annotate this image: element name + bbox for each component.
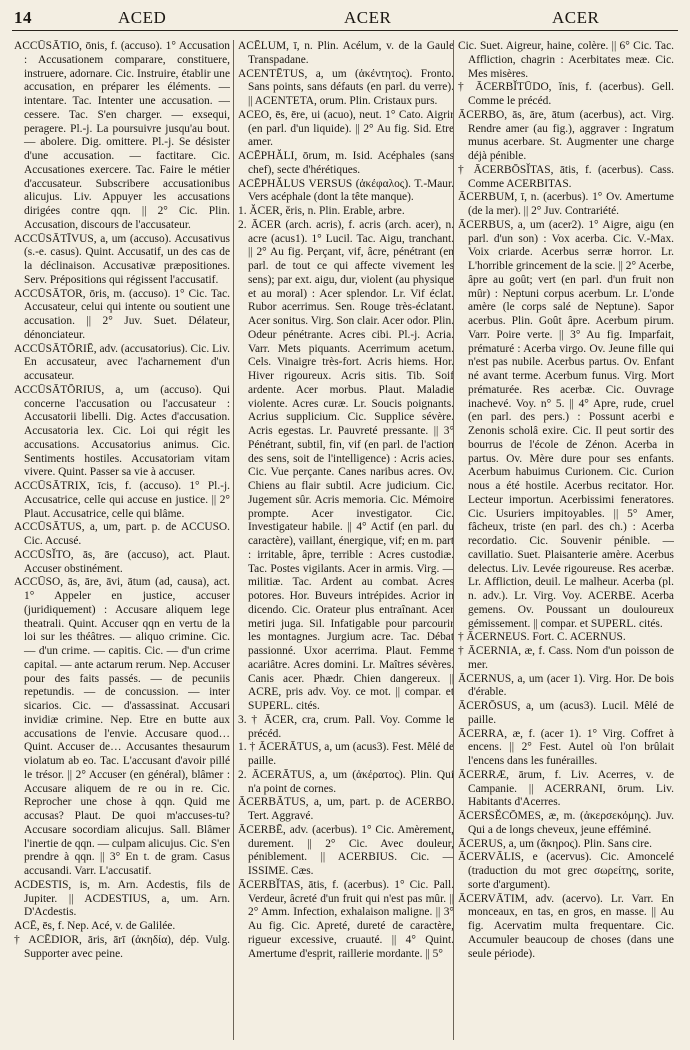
entry: ACCŪSO, ās, āre, āvi, ātum (ad, causa), act. 1° Appeler en justice, accuser (juridiquement) : Accusare aliquem lege theatrali. Quint. Accuser qqn en vertu de la loi sur les théâtres. — aliquo crimine. Cic. — d'un crime. — capitis. Cic. — d'un crime capital. — ante actarum rerum. Nep. Accuser pour des faits passés. — de pecuniis repetundis. — de concussion. — inter sicarios. Cic. — d'assassinat. Accusari invidiæ crimine. Nep. Etre en butte aux accusations de l'envie. Accusare quod… Quint. Accuser de… Accusantes thesaurum violatum ab eo. Tac. L'accusant d'avoir pillé le trésor. || 2° Accuser (en général), blâmer : Accusare aliquem de re ou in re. Cic. Reprocher une chose à qqn. Quid me accusas? Plaut. De quoi m'accuses-tu? Accusare socordiam alicujus. Sall. Blâmer l'inertie de qqn. — culpam alicujus. Cic. S'en prendre à qqn. || 3° En t. de gram. Casus accusandi. Varr. L'accusatif. [14,576,230,877]
entry: ACCŪSĀTŌRIUS, a, um (accuso). Qui concerne l'accusation ou l'accusateur : Accusatorii libelli. Dig. Actes d'accusation. Accusatoria lex. Cic. Loi qui régit les accusations. Accusatorius animus. Cic. Sentiments hostiles. Accusatoriam vitam vivere. Quint. Passer sa vie à accuser. [14,383,230,479]
entry: ACCŪSĬTO, ās, āre (accuso), act. Plaut. Accuser obstinément. [14,548,230,575]
entry: † ĀCERNEUS. Fort. C. ACERNUS. [458,631,626,644]
column-divider [233,40,234,1040]
entry: ĀCERRA, æ, f. (acer 1). 1° Virg. Coffret à encens. || 2° Fest. Autel où l'on brûlait l'encens dans les funérailles. [458,727,674,767]
entry: ACCŪSĀTRIX, īcis, f. (accuso). 1° Pl.-j. Accusatrice, celle qui accuse en justice. || 2° Plaut. Accusatrice, celle qui blâme. [14,480,230,520]
entry: ACĒPHĂLI, ōrum, m. Isid. Acéphales (sans chef), secte d'hérétiques. [238,150,454,176]
entry: ĀCERBĒ, adv. (acerbus). 1° Cic. Amèrement, durement. || 2° Cic. Avec douleur, péniblement. || ACERBIUS. Cic. — ISSIME. Cæs. [238,823,454,877]
entry: † ACĒDIOR, āris, ārī (ἀκηδία), dép. Vulg. Supporter avec peine. [14,933,230,960]
entry: 2. ĀCERĀTUS, a, um (ἀκέρατος). Plin. Qui n'a point de cornes. [238,768,454,795]
entry: ACCŪSĀTUS, a, um, part. p. de ACCUSO. Cic. Accusé. [14,521,230,547]
entry: ACENTĒTUS, a, um (ἀκέντητος). Fronto. Sans points, sans défauts (en parl. du verre). || ACENTETA, orum. Plin. Cristaux purs. [238,67,454,107]
column-divider [453,40,454,1040]
entry: ACCŪSĀTĪVUS, a, um (accuso). Accusativus (s.-e. casus). Quint. Accusatif, un des cas de la déclinaison. Accusativæ præpositiones. Serv. Prépositions qui régissent l'accusatif. [14,232,230,286]
entry: ĀCERUS, a, um (ἄκηρος). Plin. Sans cire. [458,837,652,850]
entry: ACCŪSĀTIO, ōnis, f. (accuso). 1° Accusation : Accusationem comparare, constituere, instruere, adornare. Cic. Instruire, établir une accusation, en préparer les éléments. — intentare. Tac. Intenter une accusation. — cessere. Tac. S'en charger. — exsequi, peragere. Pl.-j. La poursuivre jusqu'au bout. — abolere. Dig. omittere. Pl.-j. Se désister d'une accusation. — factitare. Cic. Accusationes exercere. Tac. Faire le métier d'accusateur. Subscribere accusationibus alicujus. Liv. Appuyer les accusations dirigées contre qqn. || 2° Cic. Plin. Accusation, discours de l'accusateur. [14,40,230,231]
column-2 [238,40,454,1040]
entry: † ĀCERBŌSĬTAS, ātis, f. (acerbus). Cass. Comme ACERBITAS. [458,163,674,190]
entry: 2. ĀCER (arch. acris), f. acris (arch. acer), n. acre (acus1). 1° Lucil. Tac. Aigu, tranchant. || 2° Au fig. Perçant, vif, âcre, pénétrant (en parl. de tout ce qui affecte vivement les sens); par ext. aigu, dur, violent (au physique et au moral) : Acer splendor. Lr. Vif éclat. Rubor acerrimus. Sen. Rouge très-éclatant. Acer sonitus. Virg. Son clair. Acer odor. Plin. Odeur pénétrante. Acres cibi. Pl.-j. Acria. Varr. Mets piquants. Acerrimum acetum. Cels. Vinaigre très-fort. Acris hiems. Hor. Hiver rigoureux. Acris sitis. Tib. Soif ardente. Acer morbus. Plaut. Maladie violente. Acres curæ. Lr. Soucis poignants. Acrius supplicium. Cic. Supplice sévère. Acris egestas. Lr. Pauvreté pressante. || 3° Pénétrant, subtil, fin, vif (en parl. de l'action des sens, soit de l'intelligence) : Acris acies. Cic. Vue perçante. Canes naribus acres. Ov. Chiens au flair subtil. Acre judicium. Cic. Jugement sûr. Acris memoria. Cic. Mémoire prompte. Acer investigator. Cic. Investigateur habile. || 4° Actif (en parl. du caractère), vaillant, énergique, vif; en m. part : irritable, âpre, terrible : Acres custodiæ. Tac. Postes vigilants. Acer in armis. Virg. — militiæ. Tac. Ardent au combat. Acres potores. Hor. Buveurs intrépides. Acrior in dicendo. Cic. Orateur plus entraînant. Acer metiri juga. Sil. Infatigable pour parcourir les montagnes. Jurgium acre. Tac. Débat passionné. Uxor acerrima. Plaut. Femme acariâtre. Acres domini. Lr. Maîtres sévères. Canis acer. Phædr. Chien dangereux. || ACRE, pris adv. Voy. ce mot. || compar. et SUPERL. cités. [238,218,454,712]
page-number: 14 [14,8,32,27]
right-guide-word: ACER [552,8,600,27]
entry: ACĒ, ēs, f. Nep. Acé, v. de Galilée. [14,920,176,932]
entry: † ĀCERBĬTŪDO, ĭnis, f. (acerbus). Gell. Comme le précéd. [458,81,674,107]
entry: ACĒLUM, ī, n. Plin. Acélum, v. de la Gaule Transpadane. [238,40,454,66]
entry: ĀCERBUS, a, um (acer2). 1° Aigre, aigu (en parl. d'un son) : Vox acerba. Cic. V.-Max. Voix criarde. Acerbus serræ horror. Lr. L'horrible grincement de la scie. || 2° Acerbe, âpre au goût; vert (en parl. d'un fruit non mûr) : Neptuni corpus acerbum. Lr. L'onde amère (le corps salé de Neptune). Sapor acerbus. Plin. Goût âpre. Acerbum pirum. Varr. Poire verte. || 3° Au fig. Imparfait, prématuré : Acerba virgo. Ov. Jeune fille qui n'est pas nubile. Acerbus partus. Ov. Enfant né avant terme. Acerbum funus. Virg. Mort prématurée. Res acerbæ. Cic. Ouvrage inachevé. Voy. n° 5. || 4° Apre, rude, cruel (en parl. des pers.) : Possunt acerbi e Zenonis scholâ exire. Cic. Il peut sortir des bourrus de l'école de Zénon. Acerba in partus. Ov. Mère dure pour ses enfants. Acerbum habuimus Curionem. Cic. Curion nous a été hostile. Acerbus recitator. Hor. Lecteur importun. Acerbissimi feneratores. Cic. Usuriers impitoyables. || 5° Amer, fâcheux, triste (en parl. des ch.) : Acerba recordatio. Cic. Souvenir pénible. — cavillatio. Suet. Plaisanterie amère. Acerbus delectus. Liv. Levée rigoureuse. Res acerbæ. Lr. Affliction, deuil. Le malheur. Acerba (pl. n. adv.). Lr. Virg. Voy. ACERBE. Acerba gemens. Ov. Poussant un douloureux gémissement. || compar. et SUPERL. cités. [458,218,674,630]
entry: ACDESTIS, is, m. Arn. Acdestis, fils de Jupiter. || ACDESTIUS, a, um. Arn. D'Acdestis. [14,878,230,919]
entry: ĀCERBUM, ī, n. (acerbus). 1° Ov. Amertume (de la mer). || 2° Juv. Contrariété. [458,191,674,217]
entry: ACĒPHĂLUS VERSUS (ἀκέφαλος). T.-Maur. Vers acéphale (dont la tête manque). [238,177,454,204]
column-1 [14,40,230,1040]
entry: ĀCERBĀTUS, a, um, part. p. de ACERBO. Tert. Aggravé. [238,796,454,822]
entry: 1. ĂCER, ĕris, n. Plin. Erable, arbre. [238,205,405,217]
left-guide-word: ACED [118,8,167,27]
entry: ĀCERSĔCŌMES, æ, m. (ἀκερσεκόμης). Juv. Qui a de longs cheveux, jeune efféminé. [458,810,674,836]
entry: ACCŪSĀTŌRIĒ, adv. (accusatorius). Cic. Liv. En accusateur, avec l'acharnement d'un accusateur. [14,342,230,382]
entry: 3. † ĀCER, cra, crum. Pall. Voy. Comme le précéd. [238,713,454,740]
column-3 [458,40,674,1040]
entry: † ĀCERNIA, æ, f. Cass. Nom d'un poisson de mer. [458,645,674,671]
entry: ACCŪSĀTOR, ōris, m. (accuso). 1° Cic. Tac. Accusateur, celui qui intente ou soutient une accusation. || 2° Juv. Suet. Délateur, dénonciateur. [14,287,230,341]
entry: ACEO, ēs, ēre, ui (acuo), neut. 1° Cato. Aigrir (en parl. d'un liquide). || 2° Au fig. Sid. Etre amer. [238,108,454,149]
entry: 1. † ĀCERĀTUS, a, um (acus3). Fest. Mêlé de paille. [238,741,454,767]
entry: ĀCERVĀLIS, e (acervus). Cic. Amoncelé (traduction du mot grec σωρείτης, sorite, sorte d'argument). [458,851,674,891]
middle-guide-word: ACER [344,8,392,27]
header-rule [12,30,678,31]
entry: ĀCERBĬTAS, ātis, f. (acerbus). 1° Cic. Pall. Verdeur, âcreté d'un fruit qui n'est pas mûr. || 2° Amm. Infection, exhalaison maligne. || 3° Au fig. Cic. Apreté, dureté de caractère, rigueur excessive, cruauté. || 4° Quint. Amertume d'esprit, raillerie mordante. || 5° [238,878,454,960]
entry: ĀCERBO, ās, āre, ātum (acerbus), act. Virg. Rendre amer (au fig.), aggraver : Ingratum munus acerbare. St. Augmenter une charge déjà pénible. [458,108,674,162]
entry: ĀCERŌSUS, a, um (acus3). Lucil. Mêlé de paille. [458,700,674,726]
entry: ĀCERVĀTIM, adv. (acervo). Lr. Varr. En monceaux, en tas, en gros, en masse. || Au fig. Acervatim multa frequentare. Cic. Accumuler beaucoup de choses (dans une seule période). [458,892,674,960]
entry: ĀCERNUS, a, um (acer 1). Virg. Hor. De bois d'érable. [458,672,674,699]
entry: Cic. Suet. Aigreur, haine, colère. || 6° Cic. Tac. Affliction, chagrin : Acerbitates meæ. Cic. Mes misères. [458,40,674,80]
entry: ĀCERRÆ, ārum, f. Liv. Acerres, v. de Campanie. || ACERRANI, ōrum. Liv. Habitants d'Acerres. [458,768,674,809]
page-header [0,4,690,32]
